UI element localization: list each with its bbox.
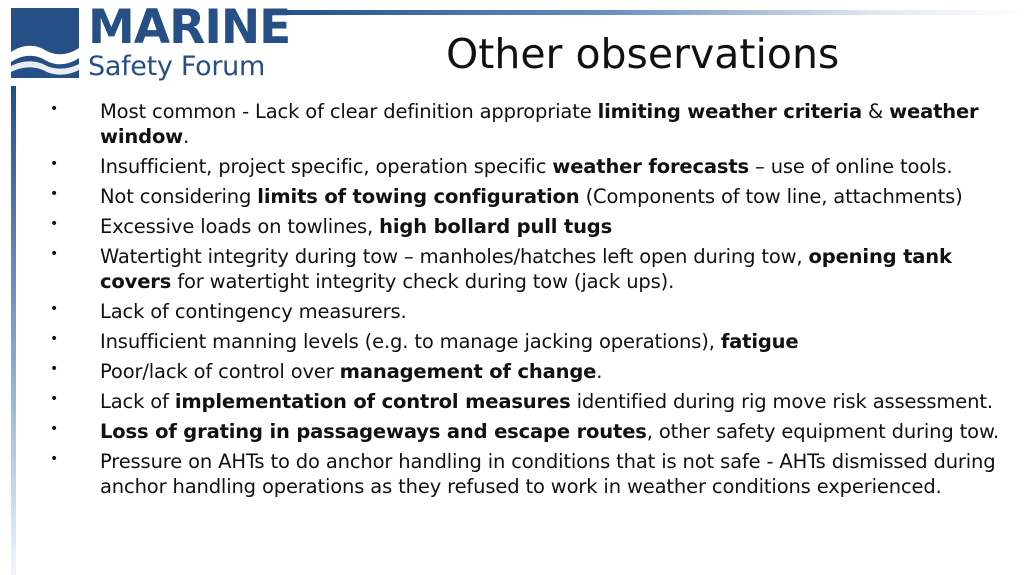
slide-title: Other observations: [446, 30, 840, 78]
bullet-text: Most common - Lack of clear definition appropriate: [100, 100, 598, 123]
bullet-text: identified during rig move risk assessment.: [570, 390, 993, 413]
bullet-dot-icon: •: [50, 391, 59, 407]
bullet-emphasis: limiting weather criteria: [597, 100, 862, 123]
bullet-item: [50, 184, 1000, 209]
side-rule: [11, 86, 16, 575]
bullet-emphasis: Loss of grating in passageways and escape routes: [100, 420, 647, 443]
bullet-item: [50, 449, 1000, 499]
bullet-dot-icon: •: [50, 421, 59, 437]
bullet-dot-icon: •: [50, 101, 59, 117]
bullet-dot-icon: •: [50, 331, 59, 347]
bullet-emphasis: high bollard pull tugs: [379, 215, 613, 238]
bullet-item: [50, 419, 1000, 444]
bullet-text: Lack of: [100, 390, 175, 413]
bullet-item: [50, 359, 1000, 384]
bullet-text: .: [596, 360, 603, 383]
bullet-dot-icon: •: [50, 156, 59, 172]
bullet-dot-icon: •: [50, 361, 59, 377]
bullet-emphasis: opening tank covers: [100, 245, 952, 293]
bullet-emphasis: weather window: [100, 100, 979, 148]
bullet-text: Insufficient, project specific, operation specific: [100, 155, 553, 178]
logo-subtitle: Safety Forum: [88, 51, 265, 82]
bullet-text: Watertight integrity during tow – manholes/hatches left open during tow,: [100, 245, 809, 268]
bullet-dot-icon: •: [50, 186, 59, 202]
bullet-item: [50, 389, 1000, 414]
bullet-emphasis: implementation of control measures: [174, 390, 571, 413]
bullet-text: Insufficient manning levels (e.g. to manage jacking operations),: [100, 330, 721, 353]
bullet-dot-icon: •: [50, 301, 59, 317]
logo-wordmark: MARINE: [88, 0, 291, 55]
bullet-text: , other safety equipment during tow.: [646, 420, 999, 443]
bullet-item: [50, 329, 1000, 354]
bullet-text: Not considering: [100, 185, 258, 208]
bullet-item: [50, 154, 1000, 179]
bullet-emphasis: fatigue: [720, 330, 799, 353]
bullet-item: [50, 99, 1000, 149]
observations-list: [50, 99, 1000, 504]
header-rule: [270, 10, 1024, 15]
bullet-item: [50, 299, 1000, 324]
bullet-emphasis: management of change: [339, 360, 597, 383]
bullet-text: .: [183, 125, 190, 148]
bullet-text: Excessive loads on towlines,: [100, 215, 380, 238]
bullet-text: for watertight integrity check during tow (jack ups).: [171, 270, 675, 293]
bullet-emphasis: weather forecasts: [552, 155, 749, 178]
marine-safety-forum-logo: [11, 0, 291, 82]
bullet-text: – use of online tools.: [749, 155, 953, 178]
bullet-text: Poor/lack of control over: [100, 360, 340, 383]
bullet-text: Lack of contingency measurers.: [100, 300, 407, 323]
bullet-text: Pressure on AHTs to do anchor handling in conditions that is not safe - AHTs dismissed during anchor handling operations as they refused to work in weather conditions experienced.: [100, 450, 996, 498]
bullet-item: [50, 244, 1000, 294]
bullet-dot-icon: •: [50, 216, 59, 232]
bullet-emphasis: limits of towing configuration: [257, 185, 580, 208]
bullet-dot-icon: •: [50, 246, 59, 262]
wave-logo-icon: [11, 8, 79, 78]
bullet-text: &: [861, 100, 890, 123]
bullet-text: (Components of tow line, attachments): [579, 185, 963, 208]
bullet-dot-icon: •: [50, 451, 59, 467]
bullet-item: [50, 214, 1000, 239]
